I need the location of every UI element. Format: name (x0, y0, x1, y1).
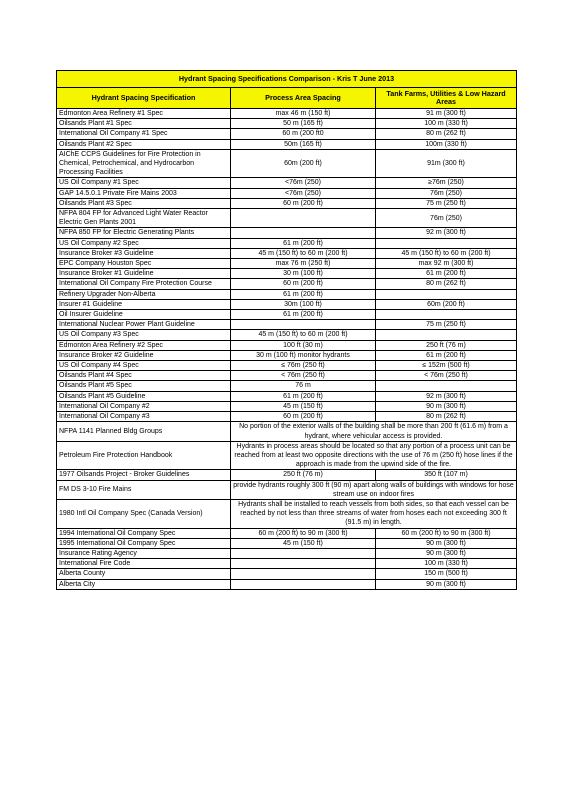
spec-name-cell: International Nuclear Power Plant Guideline (57, 320, 231, 330)
table-row (57, 259, 517, 269)
spec-name-cell: 1995 International Oil Company Spec (57, 538, 231, 548)
spec-name-cell: Oilsands Plant #5 Spec (57, 381, 231, 391)
spec-name-cell: Petroleum Fire Protection Handbook (57, 441, 231, 470)
table-row (57, 559, 517, 569)
tank-farm-cell (376, 310, 517, 320)
process-area-cell: 60 m (200 ft) to 90 m (300 ft) (231, 528, 376, 538)
tank-farm-cell: 61 m (200 ft) (376, 350, 517, 360)
spec-name-cell: Oilsands Plant #4 Spec (57, 371, 231, 381)
process-area-cell: < 76m (250 ft) (231, 371, 376, 381)
table-row (57, 188, 517, 198)
table-row (57, 320, 517, 330)
table-row (57, 228, 517, 238)
process-area-cell (231, 209, 376, 228)
tank-farm-cell: 100 m (330 ft) (376, 559, 517, 569)
table-row (57, 340, 517, 350)
tank-farm-cell: < 76m (250 ft) (376, 371, 517, 381)
spanning-requirement-cell: Hydrants in process areas should be located so that any portion of a process unit can be reached from at least two opposite directions with the use of 76 m (250 ft) hose lines if the approach is made from the upwind side of the fire. (231, 441, 517, 470)
tank-farm-cell: ≥76m (250) (376, 178, 517, 188)
tank-farm-cell: 250 ft (76 m) (376, 340, 517, 350)
tank-farm-cell: 80 m (262 ft) (376, 279, 517, 289)
table-row (57, 129, 517, 139)
header-tank: Tank Farms, Utilities & Low Hazard Areas (376, 88, 517, 109)
spec-name-cell: NFPA 850 FP for Electric Generating Plants (57, 228, 231, 238)
tank-farm-cell: ≤ 152m (500 ft) (376, 361, 517, 371)
process-area-cell (231, 320, 376, 330)
tank-farm-cell: 100 m (330 ft) (376, 119, 517, 129)
header-spec: Hydrant Spacing Specification (57, 88, 231, 109)
spec-name-cell: Insurer #1 Guideline (57, 299, 231, 309)
process-area-cell: 61 m (200 ft) (231, 391, 376, 401)
spec-name-cell: International Oil Company #1 Spec (57, 129, 231, 139)
process-area-cell: 60 m (200 ft0 (231, 129, 376, 139)
table-row (57, 538, 517, 548)
table-row (57, 238, 517, 248)
table-row (57, 381, 517, 391)
spec-name-cell: Insurance Broker #2 Guideline (57, 350, 231, 360)
process-area-cell: 30 m (100 ft) monitor hydrants (231, 350, 376, 360)
spec-document (56, 70, 516, 590)
process-area-cell (231, 548, 376, 558)
spec-name-cell: FM DS 3-10 Fire Mains (57, 480, 231, 499)
spec-name-cell: GAP 14.5.0.1 Private Fire Mains 2003 (57, 188, 231, 198)
spanning-requirement-cell: No portion of the exterior walls of the building shall be more than 200 ft (61.6 m) from a hydrant, where vehicular access is provided. (231, 422, 517, 441)
spec-name-cell: US Oil Company #3 Spec (57, 330, 231, 340)
spec-name-cell: 1994 International Oil Company Spec (57, 528, 231, 538)
spec-name-cell: AIChE CCPS Guidelines for Fire Protection in Chemical, Petrochemical, and Hydrocarbon Processing Facilities (57, 149, 231, 178)
tank-farm-cell: 76m (250) (376, 188, 517, 198)
table-row (57, 361, 517, 371)
spec-name-cell: International Fire Code (57, 559, 231, 569)
table-row (57, 548, 517, 558)
process-area-cell: 60 m (200 ft) (231, 279, 376, 289)
process-area-cell: 60 m (200 ft) (231, 412, 376, 422)
table-row (57, 579, 517, 589)
process-area-cell: 100 ft (30 m) (231, 340, 376, 350)
process-area-cell: 45 m (150 ft) (231, 538, 376, 548)
table-body (57, 109, 517, 590)
spec-name-cell: 1977 Oilsands Project - Broker Guidelines (57, 470, 231, 480)
tank-farm-cell: 92 m (300 ft) (376, 228, 517, 238)
spec-name-cell: Insurance Broker #3 Guideline (57, 248, 231, 258)
header-process: Process Area Spacing (231, 88, 376, 109)
process-area-cell: 45 m (150 ft) to 60 m (200 ft) (231, 248, 376, 258)
table-row (57, 350, 517, 360)
table-row (57, 391, 517, 401)
tank-farm-cell: 90 m (300 ft) (376, 538, 517, 548)
spanning-requirement-cell: Hydrants shall be installed to reach vessels from both sides, so that each vessel can be reached by not less than three streams of water from hoses each not exceeding 300 ft (91.5 m) in length. (231, 499, 517, 528)
tank-farm-cell: max 92 m (300 ft) (376, 259, 517, 269)
tank-farm-cell (376, 330, 517, 340)
tank-farm-cell: 150 m (500 ft) (376, 569, 517, 579)
table-row (57, 139, 517, 149)
tank-farm-cell: 61 m (200 ft) (376, 269, 517, 279)
tank-farm-cell: 91 m (300 ft) (376, 109, 517, 119)
process-area-cell: 61 m (200 ft) (231, 289, 376, 299)
spanning-requirement-cell: provide hydrants roughly 300 ft (90 m) apart along walls of buildings with windows for hose stream use on indoor fires (231, 480, 517, 499)
process-area-cell: <76m (250) (231, 178, 376, 188)
spec-name-cell: Oilsands Plant #2 Spec (57, 139, 231, 149)
process-area-cell: 30 m (100 ft) (231, 269, 376, 279)
table-row (57, 209, 517, 228)
spec-name-cell: Edmonton Area Refinery #1 Spec (57, 109, 231, 119)
spec-name-cell: International Oil Company #3 (57, 412, 231, 422)
spec-name-cell: Oil Insurer Guideline (57, 310, 231, 320)
process-area-cell: 45 m (150 ft) (231, 401, 376, 411)
process-area-cell: 60m (200 ft) (231, 149, 376, 178)
spec-name-cell: Alberta City (57, 579, 231, 589)
spec-name-cell: US Oil Company #1 Spec (57, 178, 231, 188)
tank-farm-cell: 60m (200 ft) (376, 299, 517, 309)
header-row (57, 88, 517, 109)
spec-name-cell: Edmonton Area Refinery #2 Spec (57, 340, 231, 350)
spec-name-cell: NFPA 1141 Planned Bldg Groups (57, 422, 231, 441)
process-area-cell: 50m (165 ft) (231, 139, 376, 149)
tank-farm-cell: 75 m (250 ft) (376, 320, 517, 330)
table-row (57, 401, 517, 411)
process-area-cell: <76m (250) (231, 188, 376, 198)
process-area-cell: 60 m (200 ft) (231, 198, 376, 208)
process-area-cell (231, 559, 376, 569)
spec-name-cell: US Oil Company #4 Spec (57, 361, 231, 371)
spec-name-cell: Oilsands Plant #5 Guideline (57, 391, 231, 401)
process-area-cell: 30m (100 ft) (231, 299, 376, 309)
process-area-cell: 61 m (200 ft) (231, 238, 376, 248)
spec-name-cell: NFPA 804 FP for Advanced Light Water Reactor Electric Gen Plants 2001 (57, 209, 231, 228)
tank-farm-cell: 92 m (300 ft) (376, 391, 517, 401)
table-row (57, 299, 517, 309)
table-row (57, 269, 517, 279)
hydrant-spacing-table (56, 70, 517, 590)
table-row (57, 470, 517, 480)
process-area-cell: 250 ft (76 m) (231, 470, 376, 480)
spec-name-cell: Insurance Broker #1 Guideline (57, 269, 231, 279)
tank-farm-cell: 90 m (300 ft) (376, 579, 517, 589)
table-row (57, 198, 517, 208)
tank-farm-cell: 75 m (250 ft) (376, 198, 517, 208)
tank-farm-cell: 80 m (262 ft) (376, 412, 517, 422)
spec-name-cell: Insurance Rating Agency (57, 548, 231, 558)
spec-name-cell: International Oil Company #2 (57, 401, 231, 411)
tank-farm-cell: 45 m (150 ft) to 60 m (200 ft) (376, 248, 517, 258)
table-row (57, 330, 517, 340)
table-title: Hydrant Spacing Specifications Comparison - Kris T June 2013 (57, 71, 517, 88)
table-row (57, 279, 517, 289)
spec-name-cell: EPC Company Houston Spec (57, 259, 231, 269)
tank-farm-cell (376, 289, 517, 299)
process-area-cell: max 76 m (250 ft) (231, 259, 376, 269)
table-row (57, 412, 517, 422)
spec-name-cell: US Oil Company #2 Spec (57, 238, 231, 248)
spec-name-cell: 1980 Intl Oil Company Spec (Canada Version) (57, 499, 231, 528)
spec-name-cell: International Oil Company Fire Protection Course (57, 279, 231, 289)
table-row (57, 289, 517, 299)
process-area-cell: ≤ 76m (250 ft) (231, 361, 376, 371)
tank-farm-cell: 76m (250) (376, 209, 517, 228)
process-area-cell (231, 228, 376, 238)
tank-farm-cell: 60 m (200 ft) to 90 m (300 ft) (376, 528, 517, 538)
table-row (57, 371, 517, 381)
process-area-cell: 76 m (231, 381, 376, 391)
table-row (57, 178, 517, 188)
table-row (57, 441, 517, 470)
tank-farm-cell (376, 238, 517, 248)
table-row (57, 119, 517, 129)
process-area-cell: 45 m (150 ft) to 60 m (200 ft) (231, 330, 376, 340)
table-row (57, 528, 517, 538)
process-area-cell (231, 569, 376, 579)
tank-farm-cell: 350 ft (107 m) (376, 470, 517, 480)
table-row (57, 248, 517, 258)
spec-name-cell: Oilsands Plant #3 Spec (57, 198, 231, 208)
process-area-cell (231, 579, 376, 589)
table-row (57, 149, 517, 178)
tank-farm-cell: 90 m (300 ft) (376, 401, 517, 411)
tank-farm-cell: 100m (330 ft) (376, 139, 517, 149)
spec-name-cell: Oilsands Plant #1 Spec (57, 119, 231, 129)
process-area-cell: max 46 m (150 ft) (231, 109, 376, 119)
spec-name-cell: Alberta County (57, 569, 231, 579)
table-row (57, 109, 517, 119)
tank-farm-cell: 90 m (300 ft) (376, 548, 517, 558)
tank-farm-cell: 80 m (262 ft) (376, 129, 517, 139)
table-row (57, 480, 517, 499)
table-row (57, 499, 517, 528)
tank-farm-cell: 91m (300 ft) (376, 149, 517, 178)
table-row (57, 422, 517, 441)
tank-farm-cell (376, 381, 517, 391)
table-row (57, 569, 517, 579)
process-area-cell: 50 m (165 ft) (231, 119, 376, 129)
spec-name-cell: Refinery Upgrader Non-Alberta (57, 289, 231, 299)
table-row (57, 310, 517, 320)
process-area-cell: 61 m (200 ft) (231, 310, 376, 320)
